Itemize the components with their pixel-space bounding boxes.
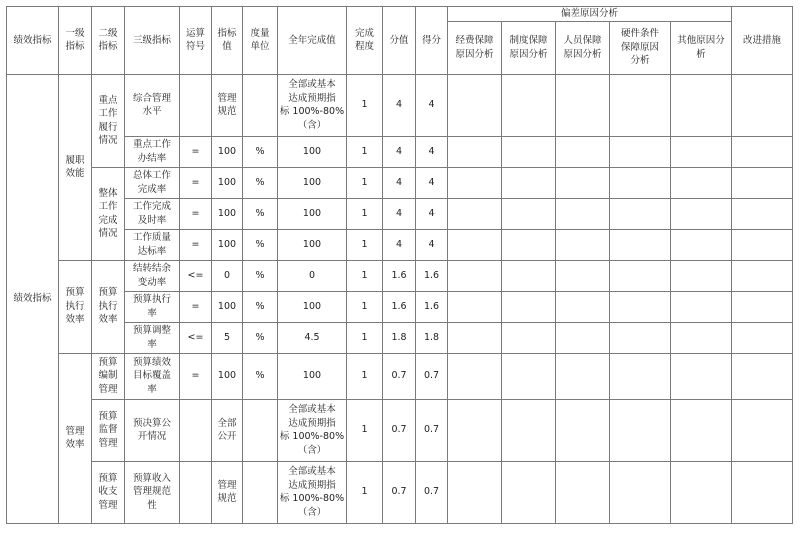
target-value-cell: 100 [212,167,243,198]
annual-done-cell: 100 [278,291,347,322]
indicator-name: 工作完成 及时率 [125,198,180,229]
score-cell: 4 [416,74,448,136]
group-level2-budget-exec: 预算 执行 效率 [92,260,125,353]
degree-cell: 1 [347,229,383,260]
group-level2-e: 预算 收支 管理 [92,461,125,523]
empty-cell [732,198,793,229]
empty-cell [502,322,556,353]
target-value-cell: 100 [212,229,243,260]
unit-cell: % [243,260,278,291]
table-row [7,74,793,136]
table-row [7,167,793,198]
annual-done-cell: 100 [278,198,347,229]
header-hardware-reason: 硬件条件 保障原因 分析 [610,21,671,74]
target-value-cell: 全部 公开 [212,399,243,461]
weight-cell: 0.7 [383,353,416,399]
header-score: 得分 [416,7,448,75]
degree-cell: 1 [347,167,383,198]
score-cell: 1.8 [416,322,448,353]
empty-cell [671,74,732,136]
annual-done-cell: 全部或基本 达成预期指 标 100%-80% （含） [278,461,347,523]
indicator-name: 预决算公 开情况 [125,399,180,461]
degree-cell: 1 [347,136,383,167]
unit-cell [243,74,278,136]
annual-done-cell: 全部或基本 达成预期指 标 100%-80% （含） [278,74,347,136]
unit-cell: % [243,291,278,322]
target-value-cell: 0 [212,260,243,291]
empty-cell [732,461,793,523]
operator-cell: = [180,136,212,167]
target-value-cell: 管理 规范 [212,74,243,136]
degree-cell: 1 [347,353,383,399]
operator-cell [180,461,212,523]
empty-cell [732,322,793,353]
empty-cell [610,198,671,229]
table-row [7,291,793,322]
score-cell: 4 [416,229,448,260]
degree-cell: 1 [347,260,383,291]
empty-cell [732,399,793,461]
header-staff-reason: 人员保障 原因分析 [556,21,610,74]
unit-cell: % [243,229,278,260]
empty-cell [671,461,732,523]
score-cell: 4 [416,167,448,198]
header-level3: 三级指标 [125,7,180,75]
empty-cell [448,260,502,291]
empty-cell [502,198,556,229]
empty-cell [556,260,610,291]
group-level2-d: 预算 监督 管理 [92,399,125,461]
group-level2-a: 重点 工作 履行 情况 [92,74,125,167]
empty-cell [448,229,502,260]
empty-cell [732,353,793,399]
group-level2-b: 整体 工作 完成 情况 [92,167,125,260]
degree-cell: 1 [347,291,383,322]
weight-cell: 4 [383,74,416,136]
target-value-cell: 5 [212,322,243,353]
indicator-name: 总体工作 完成率 [125,167,180,198]
empty-cell [610,74,671,136]
score-cell: 1.6 [416,291,448,322]
empty-cell [556,198,610,229]
empty-cell [610,167,671,198]
empty-cell [732,167,793,198]
empty-cell [610,260,671,291]
score-cell: 1.6 [416,260,448,291]
indicator-name: 预算收入 管理规范 性 [125,461,180,523]
weight-cell: 1.6 [383,291,416,322]
indicator-name: 预算执行 率 [125,291,180,322]
empty-cell [671,291,732,322]
empty-cell [556,291,610,322]
empty-cell [448,198,502,229]
empty-cell [502,74,556,136]
empty-cell [448,399,502,461]
indicator-name: 结转结余 变动率 [125,260,180,291]
performance-table [6,6,793,524]
empty-cell [732,260,793,291]
table-row [7,399,793,461]
annual-done-cell: 100 [278,136,347,167]
empty-cell [502,167,556,198]
empty-cell [502,399,556,461]
score-cell: 4 [416,136,448,167]
group-level2-c: 预算 编制 管理 [92,353,125,399]
indicator-name: 重点工作 办结率 [125,136,180,167]
empty-cell [448,136,502,167]
header-deviation: 偏差原因分析 [448,7,732,22]
header-unit: 度量 单位 [243,7,278,75]
empty-cell [671,229,732,260]
empty-cell [448,291,502,322]
empty-cell [502,136,556,167]
annual-done-cell: 4.5 [278,322,347,353]
empty-cell [502,260,556,291]
annual-done-cell: 0 [278,260,347,291]
header-degree: 完成 程度 [347,7,383,75]
operator-cell: = [180,353,212,399]
weight-cell: 4 [383,229,416,260]
empty-cell [556,167,610,198]
unit-cell: % [243,353,278,399]
empty-cell [502,291,556,322]
operator-cell: = [180,167,212,198]
group-level1-c: 管理 效率 [59,353,92,523]
header-weight: 分值 [383,7,416,75]
table-row [7,461,793,523]
empty-cell [610,399,671,461]
table-row [7,322,793,353]
operator-cell: = [180,229,212,260]
empty-cell [556,461,610,523]
empty-cell [556,229,610,260]
degree-cell: 1 [347,198,383,229]
weight-cell: 0.7 [383,399,416,461]
empty-cell [732,229,793,260]
empty-cell [502,353,556,399]
header-other-reason: 其他原因分 析 [671,21,732,74]
empty-cell [610,461,671,523]
operator-cell [180,74,212,136]
empty-cell [671,167,732,198]
unit-cell: % [243,198,278,229]
table-row [7,260,793,291]
unit-cell: % [243,322,278,353]
header-target-value: 指标 值 [212,7,243,75]
degree-cell: 1 [347,461,383,523]
score-cell: 4 [416,198,448,229]
empty-cell [448,322,502,353]
empty-cell [732,74,793,136]
group-level1-b: 预算 执行 效率 [59,260,92,353]
empty-cell [610,136,671,167]
indicator-name: 工作质量 达标率 [125,229,180,260]
indicator-name: 预算调整 率 [125,322,180,353]
empty-cell [671,322,732,353]
empty-cell [448,461,502,523]
header-annual-done: 全年完成值 [278,7,347,75]
header-level2: 二级 指标 [92,7,125,75]
weight-cell: 0.7 [383,461,416,523]
weight-cell: 4 [383,167,416,198]
score-cell: 0.7 [416,353,448,399]
unit-cell [243,461,278,523]
header-funding-reason: 经费保障 原因分析 [448,21,502,74]
indicator-name: 预算绩效 目标覆盖 率 [125,353,180,399]
empty-cell [448,167,502,198]
empty-cell [556,353,610,399]
degree-cell: 1 [347,74,383,136]
unit-cell: % [243,167,278,198]
annual-done-cell: 100 [278,167,347,198]
target-value-cell: 管理 规范 [212,461,243,523]
target-value-cell: 100 [212,136,243,167]
table-row [7,353,793,399]
empty-cell [732,291,793,322]
empty-cell [610,229,671,260]
empty-cell [671,399,732,461]
target-value-cell: 100 [212,353,243,399]
empty-cell [502,229,556,260]
empty-cell [556,74,610,136]
weight-cell: 1.6 [383,260,416,291]
operator-cell [180,399,212,461]
table-row [7,136,793,167]
operator-cell: = [180,291,212,322]
empty-cell [671,136,732,167]
empty-cell [448,74,502,136]
weight-cell: 4 [383,198,416,229]
empty-cell [671,198,732,229]
header-level1: 一级 指标 [59,7,92,75]
empty-cell [556,136,610,167]
annual-done-cell: 100 [278,229,347,260]
unit-cell [243,399,278,461]
table-row [7,229,793,260]
empty-cell [671,260,732,291]
score-cell: 0.7 [416,399,448,461]
group-level1-a: 履职 效能 [59,74,92,260]
header-perf: 绩效指标 [7,7,59,75]
empty-cell [732,136,793,167]
degree-cell: 1 [347,322,383,353]
empty-cell [502,461,556,523]
target-value-cell: 100 [212,198,243,229]
table-row [7,198,793,229]
empty-cell [448,353,502,399]
group-perf: 绩效指标 [7,74,59,523]
weight-cell: 4 [383,136,416,167]
header-operator: 运算 符号 [180,7,212,75]
empty-cell [671,353,732,399]
empty-cell [556,399,610,461]
empty-cell [610,291,671,322]
weight-cell: 1.8 [383,322,416,353]
empty-cell [556,322,610,353]
target-value-cell: 100 [212,291,243,322]
operator-cell: <= [180,322,212,353]
unit-cell: % [243,136,278,167]
operator-cell: <= [180,260,212,291]
degree-cell: 1 [347,399,383,461]
indicator-name: 综合管理 水平 [125,74,180,136]
empty-cell [610,322,671,353]
annual-done-cell: 100 [278,353,347,399]
score-cell: 0.7 [416,461,448,523]
header-improvement: 改进措施 [732,7,793,75]
empty-cell [610,353,671,399]
annual-done-cell: 全部或基本 达成预期指 标 100%-80% （含） [278,399,347,461]
header-system-reason: 制度保障 原因分析 [502,21,556,74]
operator-cell: = [180,198,212,229]
